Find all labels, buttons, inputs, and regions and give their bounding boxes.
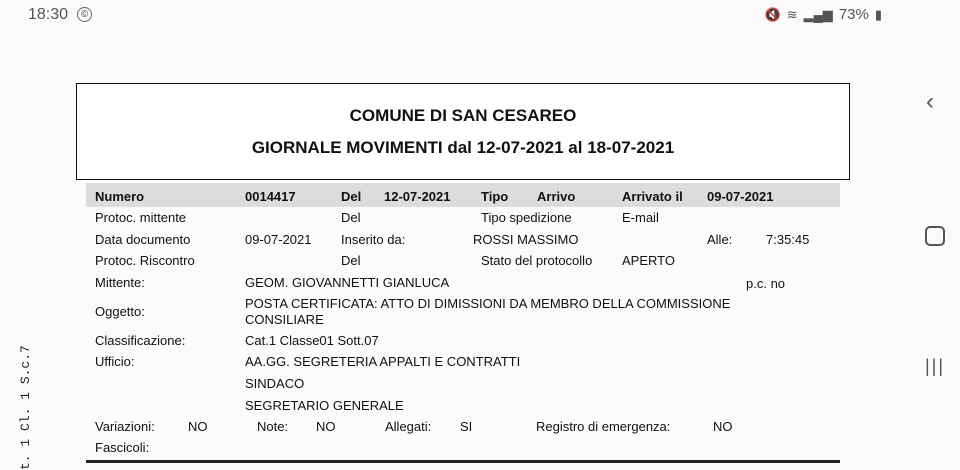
- tipo-value: Arrivo: [537, 189, 576, 204]
- section-divider: [86, 460, 840, 463]
- tipo-spedizione-value: E-mail: [622, 210, 659, 225]
- mittente-label: Mittente:: [95, 275, 145, 290]
- copyright-icon: ©: [77, 7, 92, 22]
- ufficio-label: Ufficio:: [95, 354, 135, 369]
- del-value: 12-07-2021: [384, 189, 451, 204]
- data-documento-value: 09-07-2021: [245, 232, 312, 247]
- protoc-mittente-label: Protoc. mittente: [95, 210, 187, 225]
- numero-label: Numero: [95, 189, 145, 204]
- classificazione-label: Classificazione:: [95, 333, 186, 348]
- document-subtitle: GIORNALE MOVIMENTI dal 12-07-2021 al 18-07-2021: [251, 138, 675, 157]
- signal-icon: ▂▄▆: [803, 6, 833, 22]
- oggetto-line-1: POSTA CERTIFICATA: ATTO DI DIMISSIONI DA MEMBRO DELLA COMMISSIONE: [245, 296, 731, 311]
- recent-apps-button[interactable]: |||: [925, 356, 946, 376]
- status-bar: [0, 0, 960, 32]
- stato-protocollo-value: APERTO: [622, 253, 675, 268]
- arrivato-value: 09-07-2021: [707, 189, 774, 204]
- fascicoli-label: Fascicoli:: [95, 440, 150, 455]
- battery-icon: ▮: [874, 6, 882, 22]
- document-header: [76, 83, 850, 180]
- arrivato-label: Arrivato il: [622, 189, 683, 204]
- alle-label: Alle:: [707, 232, 733, 247]
- tipo-label: Tipo: [481, 189, 509, 204]
- tipo-spedizione-label: Tipo spedizione: [481, 210, 572, 225]
- mittente-value: GEOM. GIOVANNETTI GIANLUCA: [245, 275, 450, 290]
- ufficio-line-3: SEGRETARIO GENERALE: [245, 398, 404, 413]
- allegati-label: Allegati:: [385, 419, 432, 434]
- protoc-riscontro-label: Protoc. Riscontro: [95, 253, 195, 268]
- numero-value: 0014417: [245, 189, 296, 204]
- home-button[interactable]: [925, 226, 945, 246]
- oggetto-line-2: CONSILIARE: [245, 312, 324, 327]
- ufficio-line-1: AA.GG. SEGRETERIA APPALTI E CONTRATTI: [245, 354, 521, 369]
- wifi-icon: ≋: [786, 6, 798, 22]
- protoc-riscontro-del: Del: [341, 253, 361, 268]
- alle-value: 7:35:45: [766, 232, 810, 247]
- oggetto-label: Oggetto:: [95, 304, 145, 319]
- back-button[interactable]: ‹: [926, 88, 934, 115]
- stato-protocollo-label: Stato del protocollo: [481, 253, 593, 268]
- battery-percent: 73%: [838, 6, 869, 23]
- registro-emergenza-label: Registro di emergenza:: [536, 419, 671, 434]
- status-time: 18:30: [28, 6, 69, 23]
- inserito-da-label: Inserito da:: [341, 232, 406, 247]
- mute-icon: 🔇: [764, 6, 781, 22]
- inserito-da-value: ROSSI MASSIMO: [473, 232, 579, 247]
- registro-emergenza-value: NO: [713, 419, 733, 434]
- note-label: Note:: [257, 419, 289, 434]
- pc-value: p.c. no: [746, 276, 786, 291]
- ufficio-line-2: SINDACO: [245, 376, 305, 391]
- allegati-value: SI: [460, 419, 473, 434]
- data-documento-label: Data documento: [95, 232, 191, 247]
- note-value: NO: [316, 419, 336, 434]
- document-title: COMUNE DI SAN CESAREO: [349, 106, 577, 125]
- variazioni-label: Variazioni:: [95, 419, 155, 434]
- status-indicators: [765, 6, 883, 23]
- variazioni-value: NO: [188, 419, 208, 434]
- del-label: Del: [341, 189, 362, 204]
- classificazione-value: Cat.1 Classe01 Sott.07: [245, 333, 379, 348]
- side-margin-text: t. 1 Cl. 1 S.c.7: [18, 345, 33, 470]
- protoc-mittente-del: Del: [341, 210, 361, 225]
